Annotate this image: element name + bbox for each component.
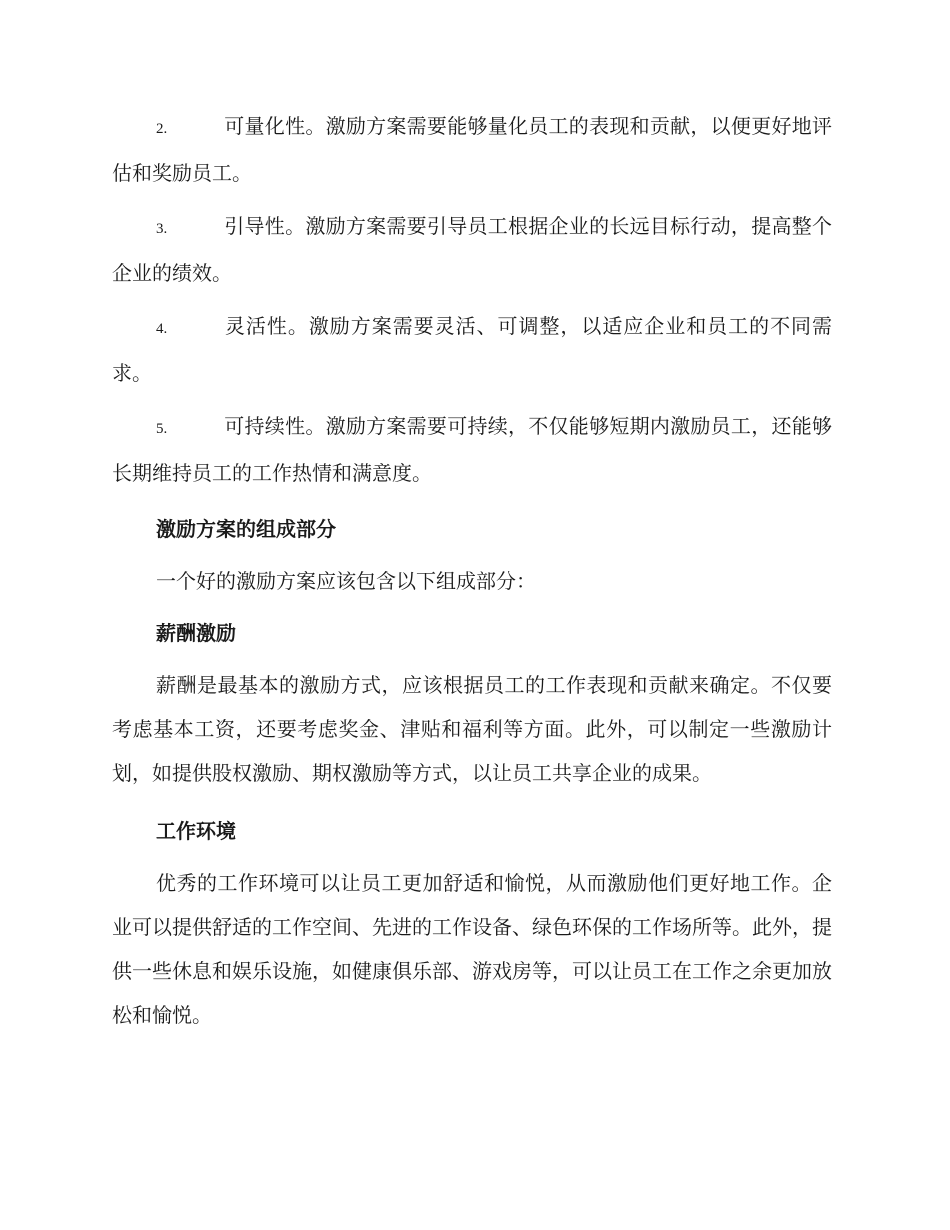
list-item [112,404,832,495]
list-item [112,204,832,295]
list-item-text: 可持续性。激励方案需要可持续，不仅能够短期内激励员工，还能够长期维持员工的工作热情和满意度。 [112,414,832,485]
document-content [112,104,832,1046]
list-item-number: 5. [156,421,168,437]
section-heading-components: 激励方案的组成部分 [156,517,336,541]
list-item-text: 可量化性。激励方案需要能够量化员工的表现和贡献，以便更好地评估和奖励员工。 [112,114,832,185]
environment-paragraph: 优秀的工作环境可以让员工更加舒适和愉悦，从而激励他们更好地工作。企业可以提供舒适的工作空间、先进的工作设备、绿色环保的工作场所等。此外，提供一些休息和娱乐设施，如健康俱乐部、游戏房等，可以让员工在工作之余更加放松和愉悦。 [112,871,832,1027]
list-item-number: 2. [156,121,168,137]
list-item-number: 3. [156,221,168,237]
list-item-number: 4. [156,321,168,337]
section-heading-salary: 薪酬激励 [156,621,236,645]
list-item-text: 引导性。激励方案需要引导员工根据企业的长远目标行动，提高整个企业的绩效。 [112,214,832,285]
list-item-text: 灵活性。激励方案需要灵活、可调整，以适应企业和员工的不同需求。 [112,314,832,385]
section-heading-environment: 工作环境 [156,819,236,843]
list-item [112,104,832,195]
salary-paragraph: 薪酬是最基本的激励方式，应该根据员工的工作表现和贡献来确定。不仅要考虑基本工资，还要考虑奖金、津贴和福利等方面。此外，可以制定一些激励计划，如提供股权激励、期权激励等方式，以让员工共享企业的成果。 [112,673,832,785]
components-intro-paragraph: 一个好的激励方案应该包含以下组成部分： [156,569,536,593]
list-item [112,304,832,395]
